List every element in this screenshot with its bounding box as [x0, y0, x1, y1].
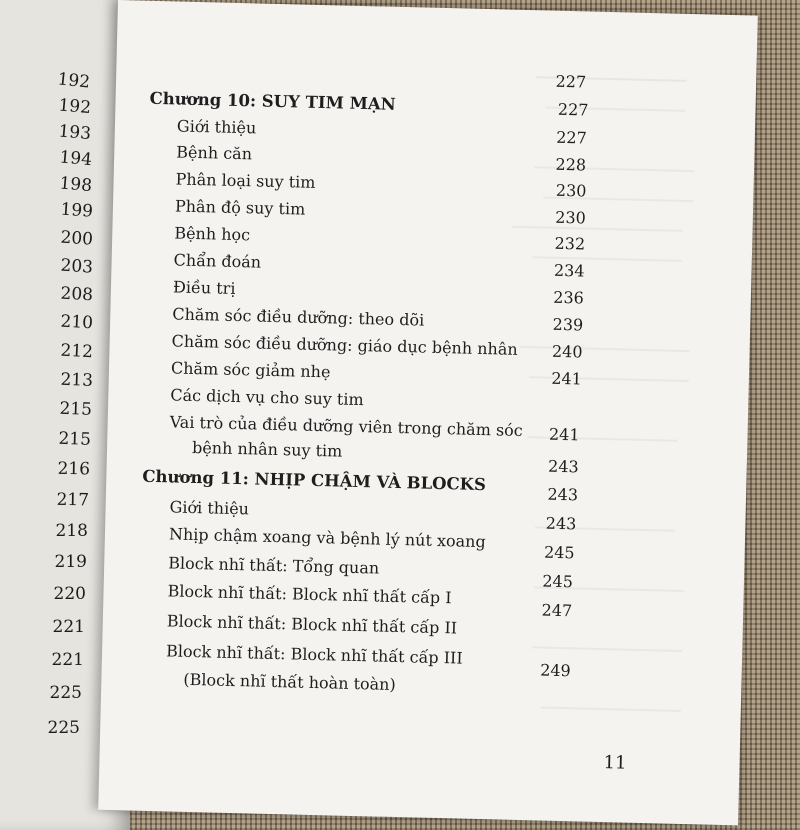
left-page-number: 218 [55, 521, 88, 541]
toc-entry-title: Vai trò của điều dưỡng viên trong chăm sóc [169, 412, 523, 441]
left-page-number: 199 [59, 199, 94, 222]
toc-page-number: 241 [551, 368, 583, 389]
toc-page-number: 234 [553, 260, 585, 281]
toc-entry-title: Các dịch vụ cho suy tim [170, 385, 364, 410]
left-page-number: 217 [56, 489, 90, 511]
toc-page-number: 227 [557, 99, 589, 120]
toc-page-number: 240 [551, 341, 583, 362]
left-page-number: 225 [49, 683, 82, 703]
toc-entry-title: Phân loại suy tim [175, 169, 316, 192]
toc-page-number: 249 [539, 660, 571, 681]
toc-page-number: 230 [555, 207, 587, 228]
toc-page-number: 245 [543, 542, 575, 563]
left-page-number: 215 [58, 428, 92, 450]
toc-entry-title: Chăm sóc giảm nhẹ [170, 358, 331, 382]
left-page-number: 220 [53, 584, 86, 604]
toc-entry-title: Bệnh căn [176, 142, 253, 164]
left-page-number: 225 [47, 718, 80, 738]
left-page-number: 216 [57, 458, 91, 480]
left-page-number: 192 [57, 95, 92, 119]
toc-entry-title: Block nhĩ thất: Block nhĩ thất cấp II [166, 611, 458, 638]
toc-entry-title: Phân độ suy tim [174, 196, 306, 219]
left-page-number: 221 [52, 617, 85, 637]
left-page-number: 215 [59, 398, 93, 420]
left-page-number: 208 [60, 283, 94, 306]
left-page-number: 200 [59, 227, 94, 250]
right-page [98, 0, 758, 825]
toc-entry-title: Block nhĩ thất: Tổng quan [168, 553, 380, 578]
toc-entry-title: Chẩn đoán [173, 250, 262, 272]
toc-entry-title: Giới thiệu [176, 116, 257, 138]
toc-entry-title: Chăm sóc điều dưỡng: giáo dục bệnh nhân [171, 331, 518, 359]
toc-page-number: 228 [555, 154, 587, 175]
left-page-number: 194 [58, 147, 93, 171]
toc-page-number: 236 [553, 287, 585, 308]
left-page-number: 210 [60, 311, 94, 334]
toc-entry-title: Chăm sóc điều dưỡng: theo dõi [172, 304, 425, 330]
toc-entry-title: (Block nhĩ thất hoàn toàn) [183, 669, 396, 694]
toc-page-number: 243 [545, 513, 577, 534]
left-page-number: 192 [56, 69, 91, 93]
page-folio: 11 [603, 752, 627, 774]
toc-entry-title: Block nhĩ thất: Block nhĩ thất cấp III [165, 641, 463, 668]
toc-page-number: 247 [541, 600, 573, 621]
toc-page-number: 230 [555, 180, 587, 201]
left-page-number: 221 [51, 650, 84, 670]
toc-page-number: 227 [555, 71, 587, 92]
toc-page-number: 241 [548, 424, 580, 445]
left-page-number: 203 [59, 255, 94, 278]
left-page-number: 213 [60, 369, 94, 391]
toc-page-number: 227 [555, 127, 588, 148]
toc-page-number: 243 [547, 484, 579, 505]
toc-entry-title: Block nhĩ thất: Block nhĩ thất cấp I [167, 581, 452, 608]
chapter-10-title: Chương 10: SUY TIM MẠN [149, 88, 396, 114]
left-page-number: 198 [58, 173, 93, 197]
toc-entry-title: Giới thiệu [169, 497, 250, 519]
chapter-11-title: Chương 11: NHỊP CHẬM VÀ BLOCKS [142, 466, 487, 495]
toc-page-number: 239 [552, 314, 584, 335]
toc-page-number: 232 [554, 233, 586, 254]
toc-entry-title: bệnh nhân suy tim [191, 437, 343, 461]
toc-entry-title: Nhịp chậm xoang và bệnh lý nút xoang [168, 524, 486, 552]
toc-page-number: 245 [542, 571, 574, 592]
left-page-number: 212 [60, 340, 94, 363]
left-page-number: 193 [57, 121, 92, 145]
left-page-number: 219 [54, 552, 87, 572]
toc-entry-title: Điều trị [172, 277, 236, 298]
toc-page-number: 243 [547, 456, 579, 477]
toc-entry-title: Bệnh học [174, 223, 251, 245]
